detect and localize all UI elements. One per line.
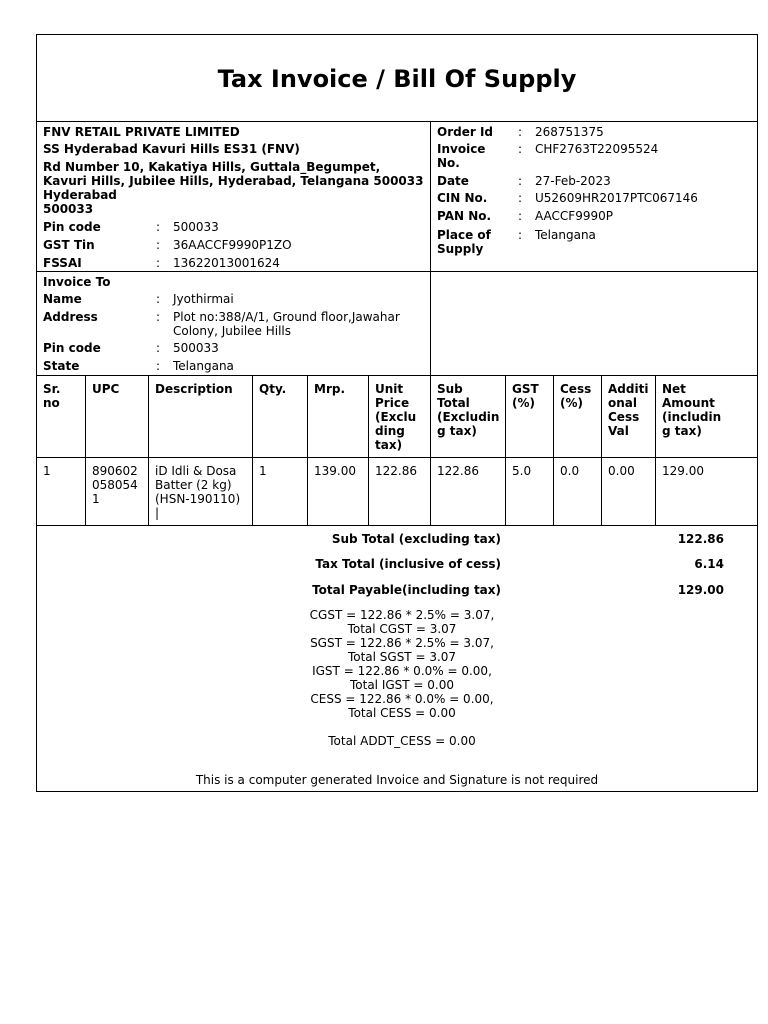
- seller-gst-label: GST Tin: [43, 238, 95, 252]
- table-top-border: [37, 375, 757, 376]
- calc-cess: CESS = 122.86 * 0.0% = 0.00,: [310, 692, 494, 706]
- calc-total-cgst: Total CGST = 3.07: [347, 622, 457, 636]
- invoice-no-label-line2: No.: [437, 156, 460, 170]
- header-gst: GST (%): [512, 382, 539, 410]
- place-label-line2: Supply: [437, 242, 484, 256]
- buyer-address-line1: Plot no:388/A/1, Ground floor,Jawahar: [173, 310, 400, 324]
- cell-description: iD Idli & Dosa Batter (2 kg) (HSN-190110) |: [155, 464, 241, 520]
- seller-gst-value: 36AACCF9990P1ZO: [173, 238, 292, 252]
- table-col-divider: [655, 375, 656, 525]
- seller-fssai-label: FSSAI: [43, 256, 82, 270]
- header-additional-cess: Additi onal Cess Val: [608, 382, 649, 438]
- header-unit-price: Unit Price (Exclu ding tax): [375, 382, 417, 452]
- colon: :: [518, 191, 523, 205]
- place-value: Telangana: [535, 228, 596, 242]
- seller-pin-label: Pin code: [43, 220, 101, 234]
- place-label-line1: Place of: [437, 228, 491, 242]
- cell-sub-total: 122.86: [437, 464, 479, 478]
- invoice-to-heading: Invoice To: [43, 275, 111, 289]
- colon: :: [518, 142, 523, 156]
- cell-mrp: 139.00: [314, 464, 356, 478]
- seller-store: SS Hyderabad Kavuri Hills ES31 (FNV): [43, 142, 300, 156]
- header-description: Description: [155, 382, 233, 396]
- invoice-no-value: CHF2763T22095524: [535, 142, 659, 156]
- seller-fssai-value: 13622013001624: [173, 256, 280, 270]
- seller-address-line4: 500033: [43, 202, 94, 216]
- order-id-label: Order Id: [437, 125, 493, 139]
- colon: :: [518, 228, 523, 242]
- order-id-value: 268751375: [535, 125, 604, 139]
- header-net-amount: Net Amount (includin g tax): [662, 382, 722, 438]
- calc-total-igst: Total IGST = 0.00: [349, 678, 455, 692]
- colon: :: [518, 174, 523, 188]
- pan-label: PAN No.: [437, 209, 492, 223]
- date-value: 27-Feb-2023: [535, 174, 611, 188]
- table-col-divider: [430, 375, 431, 525]
- table-col-divider: [307, 375, 308, 525]
- cell-net-amount: 129.00: [662, 464, 704, 478]
- colon: :: [156, 310, 161, 324]
- sub-total-label: Sub Total (excluding tax): [331, 532, 501, 546]
- header-upc: UPC: [92, 382, 120, 396]
- seller-name: FNV RETAIL PRIVATE LIMITED: [43, 125, 240, 139]
- colon: :: [156, 341, 161, 355]
- colon: :: [156, 359, 161, 373]
- table-col-divider: [368, 375, 369, 525]
- cell-cess: 0.0: [560, 464, 580, 478]
- sub-total-value: 122.86: [677, 532, 724, 546]
- invoice-no-label-line1: Invoice: [437, 142, 486, 156]
- header-qty: Qty.: [259, 382, 287, 396]
- cell-additional-cess: 0.00: [608, 464, 635, 478]
- cin-value: U52609HR2017PTC067146: [535, 191, 698, 205]
- total-payable-value: 129.00: [677, 583, 724, 597]
- calc-addt-cess: Total ADDT_CESS = 0.00: [328, 734, 476, 748]
- buyer-state-value: Telangana: [173, 359, 234, 373]
- colon: :: [518, 125, 523, 139]
- buyer-column-divider: [430, 271, 431, 375]
- cell-upc: 890602 058054 1: [92, 464, 138, 506]
- table-header-border: [37, 457, 757, 458]
- header-mrp: Mrp.: [314, 382, 346, 396]
- buyer-state-label: State: [43, 359, 80, 373]
- header-cess: Cess (%): [560, 382, 592, 410]
- colon: :: [156, 292, 161, 306]
- calc-total-sgst: Total SGST = 3.07: [347, 650, 457, 664]
- colon: :: [156, 238, 161, 252]
- seller-pin-value: 500033: [173, 220, 219, 234]
- calc-sgst: SGST = 122.86 * 2.5% = 3.07,: [310, 636, 494, 650]
- table-col-divider: [553, 375, 554, 525]
- table-col-divider: [505, 375, 506, 525]
- cell-gst: 5.0: [512, 464, 532, 478]
- invoice-title: Tax Invoice / Bill Of Supply: [37, 35, 757, 122]
- header-column-divider: [430, 121, 431, 271]
- buyer-address-line2: Colony, Jubilee Hills: [173, 324, 292, 338]
- header-sub-total: Sub Total (Excludin g tax): [437, 382, 500, 438]
- cell-qty: 1: [259, 464, 267, 478]
- calc-total-cess: Total CESS = 0.00: [348, 706, 456, 720]
- seller-address-line1: Rd Number 10, Kakatiya Hills, Guttala_Begumpet,: [43, 160, 381, 174]
- pan-value: AACCF9990P: [535, 209, 613, 223]
- calc-cgst: CGST = 122.86 * 2.5% = 3.07,: [309, 608, 495, 622]
- table-col-divider: [148, 375, 149, 525]
- seller-buyer-divider: [37, 271, 757, 272]
- cin-label: CIN No.: [437, 191, 488, 205]
- seller-address-line3: Hyderabad: [43, 188, 117, 202]
- tax-total-label: Tax Total (inclusive of cess): [315, 557, 501, 571]
- table-col-divider: [85, 375, 86, 525]
- colon: :: [156, 256, 161, 270]
- colon: :: [156, 220, 161, 234]
- date-label: Date: [437, 174, 469, 188]
- calc-igst: IGST = 122.86 * 0.0% = 0.00,: [312, 664, 492, 678]
- invoice-document: [36, 34, 758, 792]
- table-col-divider: [601, 375, 602, 525]
- header-sr-no: Sr. no: [43, 382, 61, 410]
- buyer-name-value: Jyothirmai: [173, 292, 234, 306]
- tax-total-value: 6.14: [694, 557, 724, 571]
- table-bottom-border: [37, 525, 757, 526]
- buyer-name-label: Name: [43, 292, 82, 306]
- seller-address-line2: Kavuri Hills, Jubilee Hills, Hyderabad, Telangana 500033: [43, 174, 424, 188]
- colon: :: [518, 209, 523, 223]
- buyer-pin-label: Pin code: [43, 341, 101, 355]
- buyer-pin-value: 500033: [173, 341, 219, 355]
- cell-unit-price: 122.86: [375, 464, 417, 478]
- cell-sr: 1: [43, 464, 51, 478]
- table-col-divider: [252, 375, 253, 525]
- buyer-address-label: Address: [43, 310, 98, 324]
- total-payable-label: Total Payable(including tax): [312, 583, 501, 597]
- footer-note: This is a computer generated Invoice and Signature is not required: [195, 773, 599, 787]
